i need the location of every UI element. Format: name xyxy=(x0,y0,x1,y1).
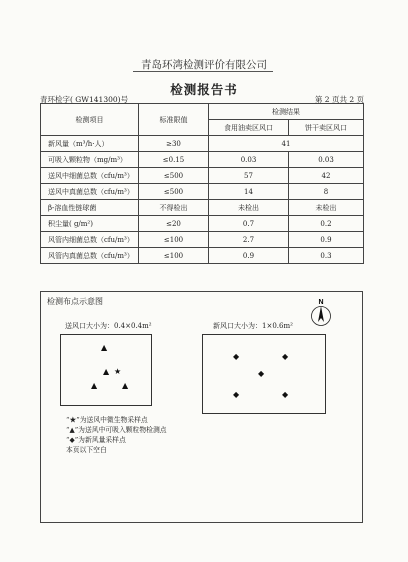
company-underline xyxy=(133,71,273,72)
row-value-2: 0.2 xyxy=(289,216,364,232)
row-value-2: 42 xyxy=(289,168,364,184)
diamond-marker: ◆ xyxy=(233,390,240,399)
diamond-marker: ◆ xyxy=(282,352,289,361)
row-item: 新风量（m³/h·人） xyxy=(41,136,139,152)
triangle-marker: ▲ xyxy=(91,381,98,390)
row-value-2: 0.9 xyxy=(289,232,364,248)
row-item: 积尘量( g/m²) xyxy=(41,216,139,232)
header-limit: 标准限值 xyxy=(139,104,209,136)
document-title: 检测报告书 xyxy=(170,82,238,97)
table-row xyxy=(41,232,364,248)
table-header-row xyxy=(41,104,364,120)
header-item: 检测项目 xyxy=(41,104,139,136)
compass-label: N xyxy=(318,299,324,306)
row-value: 41 xyxy=(209,136,364,152)
row-item: 送风中细菌总数（cfu/m³） xyxy=(41,168,139,184)
row-value-1: 14 xyxy=(209,184,289,200)
fresh-air-vent-size-caption: 新风口大小为：1×0.6m² xyxy=(213,322,293,330)
table-row xyxy=(41,216,364,232)
row-item: 风管内细菌总数（cfu/m³） xyxy=(41,232,139,248)
header-sub2: 饼干卖区风口 xyxy=(289,120,364,136)
row-value-1: 2.7 xyxy=(209,232,289,248)
triangle-marker: ▲ xyxy=(122,381,129,390)
row-limit: ≤0.15 xyxy=(139,152,209,168)
row-item: 送风中真菌总数（cfu/m³） xyxy=(41,184,139,200)
row-value-2: 0.3 xyxy=(289,248,364,264)
report-reference: 青环检字( GW141300)号 xyxy=(40,95,129,104)
row-value-1: 0.03 xyxy=(209,152,289,168)
table-row xyxy=(41,200,364,216)
row-limit: ≤500 xyxy=(139,184,209,200)
row-limit: ≤20 xyxy=(139,216,209,232)
diamond-marker: ◆ xyxy=(258,369,265,378)
row-value-1: 0.9 xyxy=(209,248,289,264)
triangle-marker: ▲ xyxy=(101,343,108,352)
legend-star: “★”为送风中微生物采样点 xyxy=(66,416,148,424)
table-row xyxy=(41,136,364,152)
north-compass-icon xyxy=(310,297,332,327)
row-limit: ≤100 xyxy=(139,232,209,248)
diamond-marker: ◆ xyxy=(282,390,289,399)
table-row xyxy=(41,152,364,168)
table-row xyxy=(41,184,364,200)
page-number: 第 2 页共 2 页 xyxy=(314,95,364,104)
triangle-marker: ▲ xyxy=(103,367,110,376)
supply-vent-size-caption: 送风口大小为：0.4×0.4m² xyxy=(65,322,152,330)
row-value-1: 57 xyxy=(209,168,289,184)
row-value-2: 0.03 xyxy=(289,152,364,168)
header-sub1: 食用油卖区风口 xyxy=(209,120,289,136)
row-value-1: 未检出 xyxy=(209,200,289,216)
diamond-marker: ◆ xyxy=(233,352,240,361)
row-limit: ≥30 xyxy=(139,136,209,152)
company-name: 青岛环湾检测评价有限公司 xyxy=(141,59,267,71)
row-limit: ≤100 xyxy=(139,248,209,264)
blank-below-note: 本页以下空白 xyxy=(66,446,107,454)
row-value-2: 8 xyxy=(289,184,364,200)
row-value-2: 未检出 xyxy=(289,200,364,216)
table-row xyxy=(41,248,364,264)
table-row xyxy=(41,168,364,184)
row-limit: 不得检出 xyxy=(139,200,209,216)
row-item: β-溶血性链球菌 xyxy=(41,200,139,216)
row-value-1: 0.7 xyxy=(209,216,289,232)
legend-triangle: “▲”为送风中可吸入颗粒物检测点 xyxy=(66,426,167,434)
row-item: 风管内真菌总数（cfu/m³） xyxy=(41,248,139,264)
row-limit: ≤500 xyxy=(139,168,209,184)
results-table xyxy=(40,103,364,264)
star-marker: ★ xyxy=(114,367,122,376)
row-item: 可吸入颗粒物（mg/m³） xyxy=(41,152,139,168)
header-result: 检测结果 xyxy=(209,104,364,120)
diagram-title: 检测布点示意图 xyxy=(47,297,103,306)
legend-diamond: “◆”为新风量采样点 xyxy=(66,436,126,444)
